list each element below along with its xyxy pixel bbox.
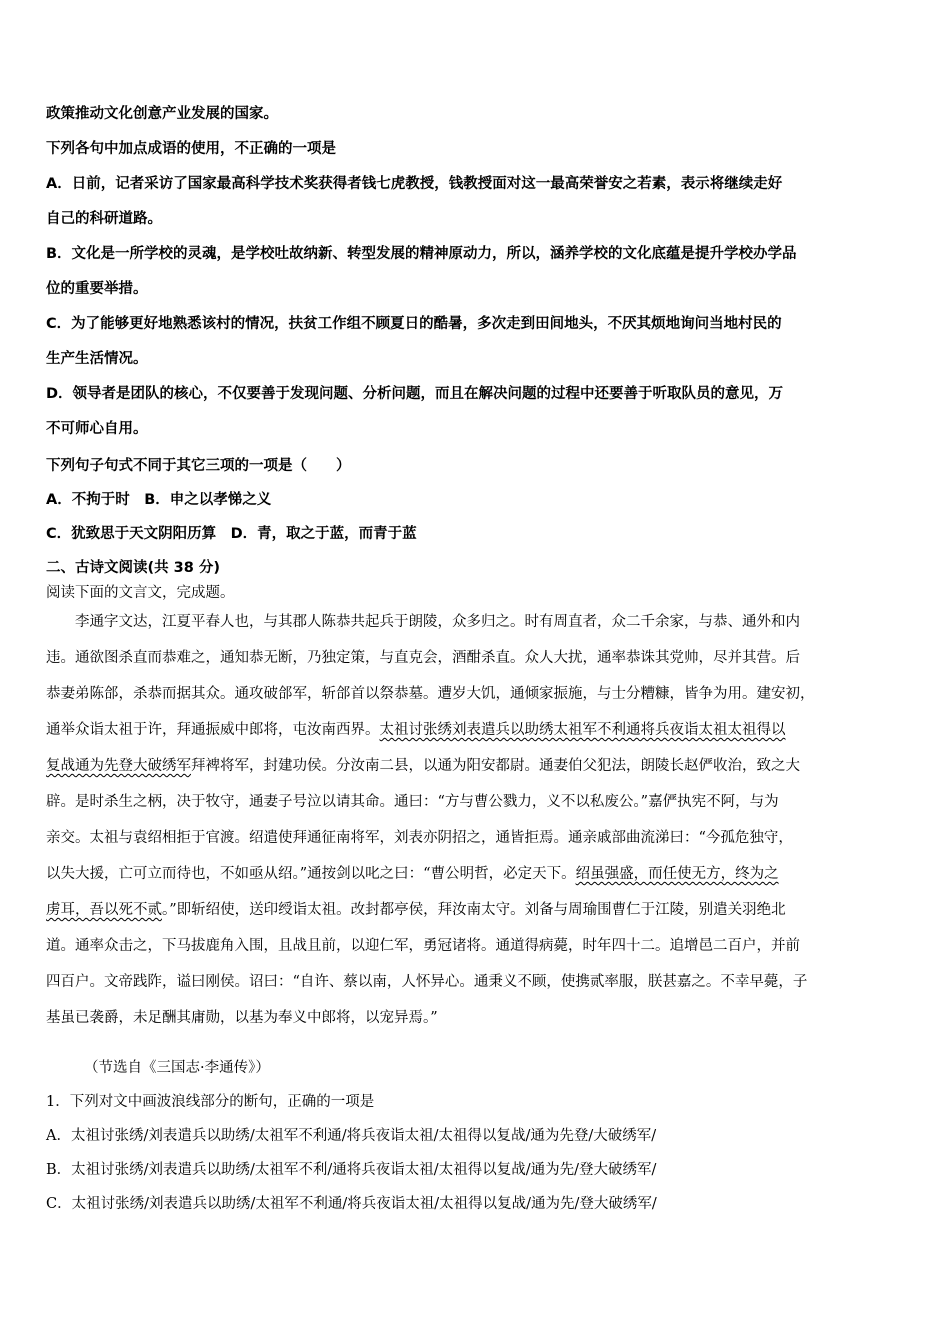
option-d-line1: D．领导者是团队的核心，不仅要善于发现问题、分析问题，而且在解决问题的过程中还要善于听取队员的意见，万: [46, 386, 784, 402]
wavy-underlined-text: 复战通为先登大破绣军: [46, 758, 191, 774]
question-stem-syntax: 下列句子句式不同于其它三项的一项是（ ）: [46, 458, 351, 474]
option-b-line1: B．文化是一所学校的灵魂，是学校吐故纳新、转型发展的精神原动力，所以，涵养学校的文化底蕴是提升学校办学品: [46, 246, 797, 262]
option-c-line1: C．为了能够更好地熟悉该村的情况，扶贫工作组不顾夏日的酷暑，多次走到田间地头，不厌其烦地询问当地村民的: [46, 316, 782, 332]
passage-segment: 以失大援，亡可立而待也，不如亟从绍。”通按剑以叱之曰：“曹公明哲，必定天下。: [46, 866, 576, 882]
passage-source: （节选自《三国志·李通传》）: [84, 1060, 270, 1076]
passage-line: 李通字文达，江夏平春人也，与其郡人陈恭共起兵于朗陵，众多归之。时有周直者，众二千余家，与恭、通外和内: [46, 614, 800, 630]
question-1-option-b: B．太祖讨张绣/刘表遣兵以助绣/太祖军不利/通将兵夜诣太祖/太祖得以复战/通为先/登大破绣军/: [46, 1162, 657, 1178]
passage-line: 四百户。文帝践阼，谥曰刚侯。诏曰：“自许、蔡以南，人怀异心。通秉义不顾，使携贰率服，朕甚嘉之。不幸早薨，子: [46, 974, 808, 990]
passage-line: [46, 892, 908, 928]
passage-line: 辟。是时杀生之柄，决于牧守，通妻子号泣以请其命。通曰：“方与曹公戮力，义不以私废公。”嘉俨执宪不阿，与为: [46, 794, 779, 810]
passage-segment: 通举众诣太祖于许，拜通振威中郎将，屯汝南西界。: [46, 722, 380, 738]
passage-line: 亲交。太祖与袁绍相拒于官渡。绍遣使拜通征南将军，刘表亦阴招之，通皆拒焉。通亲戚部曲流涕曰：“今孤危独守，: [46, 830, 793, 846]
passage-segment: 。”即斩绍使，送印绶诣太祖。改封都亭侯，拜汝南太守。刘备与周瑜围曹仁于江陵，别遣关羽绝北: [162, 902, 786, 918]
passage-line: 恭妻弟陈郃，杀恭而据其众。通攻破郃军，斩郃首以祭恭墓。遭岁大饥，通倾家振施，与士分糟糠，皆争为用。建安初，: [46, 686, 815, 702]
question-1-option-c: C．太祖讨张绣/刘表遣兵以助绣/太祖军不利通/将兵夜诣太祖/太祖得以复战/通为先/登大破绣军/: [46, 1196, 657, 1212]
question-1-stem: 1．下列对文中画波浪线部分的断句，正确的一项是: [46, 1094, 375, 1110]
syntax-options-row1: A．不拘于时 B．申之以孝悌之义: [46, 492, 272, 508]
passage-line: 基虽已袭爵，未足酬其庸勋，以基为奉义中郎将，以宠异焉。”: [46, 1010, 438, 1026]
section-title: 二、古诗文阅读(共 38 分): [46, 560, 221, 576]
syntax-options-row2: C．犹致思于天文阴阳历算 D．青，取之于蓝，而青于蓝: [46, 526, 417, 542]
option-a-line1: A．日前，记者采访了国家最高科学技术奖获得者钱七虎教授，钱教授面对这一最高荣誉安之若素，表示将继续走好: [46, 176, 783, 192]
wavy-underlined-text: 绍虽强盛，而任使无方，终为之: [575, 866, 779, 882]
question-stem-idiom: 下列各句中加点成语的使用，不正确的一项是: [46, 141, 336, 157]
passage-line: [46, 712, 908, 748]
passage-line: 违。通欲图杀直而恭难之，通知恭无断，乃独定策，与直克会，酒酣杀直。众人大扰，通率恭诛其党帅，尽并其营。后: [46, 650, 800, 666]
wavy-underlined-text: 虏耳，吾以死不贰: [46, 902, 162, 918]
passage-line: 道。通率众击之，下马拔鹿角入围，且战且前，以迎仁军，勇冠诸将。通道得病薨，时年四十二。追增邑二百户，并前: [46, 938, 800, 954]
section-instruction: 阅读下面的文言文，完成题。: [46, 585, 235, 601]
option-c-line2: 生产生活情况。: [46, 351, 148, 367]
option-b-line2: 位的重要举措。: [46, 281, 148, 297]
text-line: 政策推动文化创意产业发展的国家。: [46, 106, 278, 122]
passage-line: [46, 856, 908, 892]
wavy-underlined-text: 太祖讨张绣刘表遣兵以助绣太祖军不利通将兵夜诣太祖太祖得以: [379, 722, 786, 738]
classical-passage: [46, 604, 908, 1036]
option-d-line2: 不可师心自用。: [46, 421, 148, 437]
passage-segment: 拜裨将军，封建功侯。分汝南二县，以通为阳安都尉。通妻伯父犯法，朗陵长赵俨收治，致之大: [191, 758, 800, 774]
option-a-line2: 自己的科研道路。: [46, 211, 162, 227]
passage-line: [46, 748, 908, 784]
question-1-option-a: A．太祖讨张绣/刘表遣兵以助绣/太祖军不利通/将兵夜诣太祖/太祖得以复战/通为先登/大破绣军/: [46, 1128, 657, 1144]
